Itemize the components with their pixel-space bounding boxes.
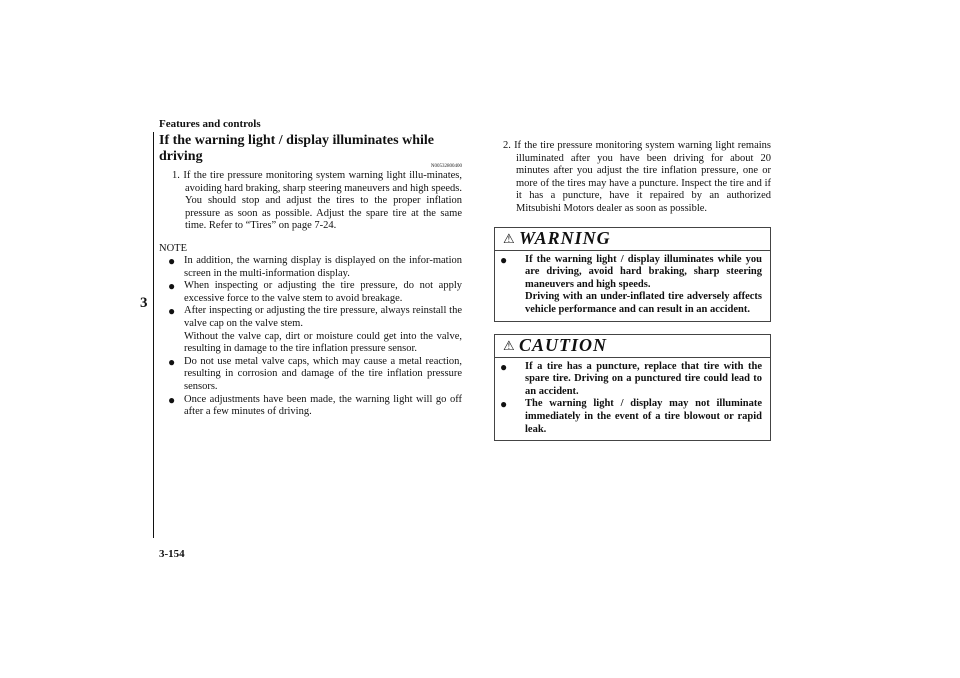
step-number: 2. — [503, 140, 511, 151]
section-header: Features and controls — [159, 118, 261, 130]
note-list — [159, 255, 462, 419]
note-item — [159, 280, 462, 305]
bullet-icon: ● — [500, 252, 508, 267]
bullet-icon: ● — [168, 279, 176, 294]
caution-box-body — [495, 358, 770, 441]
bullet-icon: ● — [168, 253, 176, 268]
bullet-icon: ● — [168, 392, 176, 407]
page-number: 3-154 — [159, 548, 185, 560]
note-label: NOTE — [159, 242, 187, 254]
caution-box-header — [495, 335, 770, 358]
step-number: 1. — [172, 170, 180, 181]
chapter-divider-rule — [153, 132, 154, 538]
bullet-icon: ● — [500, 397, 508, 412]
bullet-icon: ● — [168, 304, 176, 319]
step-text: If the tire pressure monitoring system warning light remains illuminated after you have been driving for about 20 minutes after you adjust the tire inflation pressure, one or more of the tires may have a puncture. Inspect the tire and if it has a puncture, have it repaired by an authorized Mitsubishi Motors dealer as soon as possible. — [514, 140, 772, 214]
step-1 — [163, 170, 462, 233]
warning-triangle-icon: ⚠ — [503, 337, 515, 353]
note-item — [159, 356, 462, 394]
caution-title: CAUTION — [519, 334, 608, 355]
caution-item — [500, 361, 762, 399]
step-2 — [494, 140, 771, 216]
left-column — [159, 133, 462, 419]
warning-title: WARNING — [519, 227, 611, 248]
caution-text: If a tire has a puncture, replace that tire with the spare tire. Driving on a punctured tire could lead to an accident. — [525, 360, 762, 397]
section-heading: If the warning light / display illuminates while driving — [159, 133, 434, 164]
warning-triangle-icon: ⚠ — [503, 230, 515, 246]
warning-text: If the warning light / display illuminates while you are driving, avoid hard braking, sharp steering maneuvers and high speeds. — [525, 253, 762, 290]
note-item — [159, 394, 462, 419]
caution-item — [500, 398, 762, 436]
warning-box-body — [495, 251, 770, 321]
right-column — [494, 140, 771, 441]
warning-item — [500, 254, 762, 317]
note-text: In addition, the warning display is displayed on the infor-mation screen in the multi-information display. — [184, 254, 462, 279]
note-text: When inspecting or adjusting the tire pressure, do not apply excessive force to the valve stem to avoid breakage. — [184, 280, 462, 304]
chapter-number: 3 — [140, 295, 148, 311]
bullet-icon: ● — [168, 354, 176, 369]
caution-text: The warning light / display may not illuminate immediately in the event of a tire blowout or rapid leak. — [525, 398, 762, 435]
note-item — [159, 255, 462, 280]
step-text: If the tire pressure monitoring system warning light illu-minates, avoiding hard braking, sharp steering maneuvers and high speeds. You should stop and adjust the tires to the proper inflation pressure as soon as possible. Adjust the spare tire at the same time. Refer to “Tires” on page 7-24. — [183, 170, 463, 232]
warning-box-header — [495, 228, 770, 251]
note-text: Once adjustments have been made, the warning light will go off after a few minutes of driving. — [184, 393, 462, 418]
note-item — [159, 305, 462, 355]
warning-box — [494, 227, 771, 322]
caution-box — [494, 334, 771, 442]
note-text: Do not use metal valve caps, which may cause a metal reaction, resulting in corrosion and damage of the tire inflation pressure sensors. — [184, 355, 462, 392]
note-text: After inspecting or adjusting the tire pressure, always reinstall the valve cap on the valve stem. — [184, 305, 462, 329]
bullet-icon: ● — [500, 359, 508, 374]
note-text-continued: Without the valve cap, dirt or moisture could get into the valve, resulting in damage to the tire inflation pressure sensor. — [184, 330, 462, 355]
warning-text-continued: Driving with an under-inflated tire adversely affects vehicle performance and can result in an accident. — [525, 291, 762, 315]
section-code: N00532800400 — [430, 164, 462, 169]
